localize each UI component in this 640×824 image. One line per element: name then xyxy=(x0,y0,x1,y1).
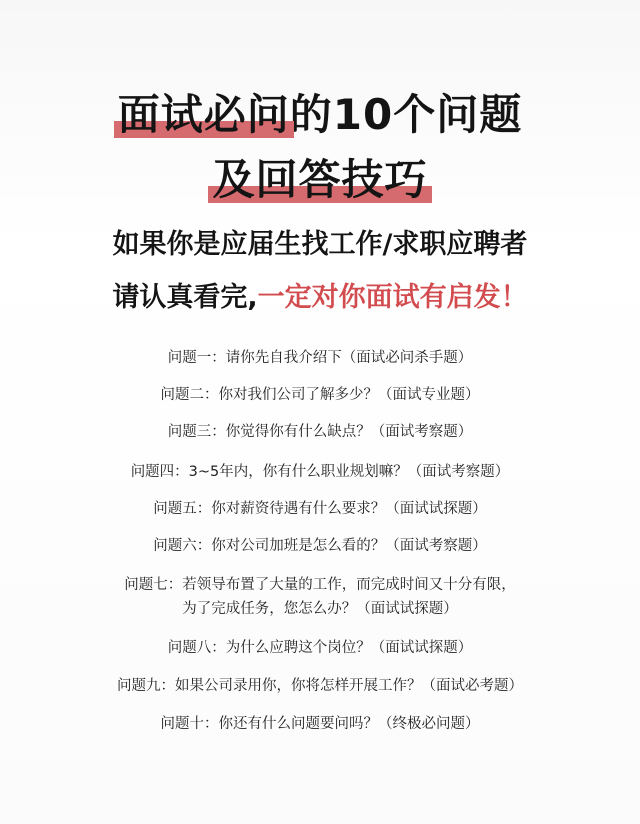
question-6: 问题六：你对公司加班是怎么看的？（面试考察题） xyxy=(153,538,487,554)
question-10: 问题十：你还有什么问题要问吗？（终极必问题） xyxy=(160,716,480,732)
subtitle-line-1: 如果你是应届生找工作/求职应聘者 xyxy=(112,229,528,260)
question-list xyxy=(0,348,640,735)
main-title-line-2 xyxy=(0,155,640,205)
question-3: 问题三：你觉得你有什么缺点？（面试考察题） xyxy=(167,424,473,440)
subtitle-line-2 xyxy=(0,280,640,316)
main-title-line-1 xyxy=(0,90,640,140)
question-8: 问题八：为什么应聘这个岗位？（面试试探题） xyxy=(167,640,473,656)
title-highlight-1: 面试必问 xyxy=(117,90,290,139)
question-4: 问题四：3~5年内，你有什么职业规划嘛？（面试考察题） xyxy=(130,464,510,480)
question-9: 问题九：如果公司录用你，你将怎样开展工作？（面试必考题） xyxy=(117,678,523,694)
question-7-continued: 为了完成任务，您怎么办？（面试试探题） xyxy=(182,601,458,617)
title-rest-1: 的10个问题 xyxy=(289,90,523,139)
title-highlight-2: 及回答技巧 xyxy=(212,155,428,204)
subtitle-plain: 请认真看完, xyxy=(112,282,258,313)
question-2: 问题二：你对我们公司了解多少？（面试专业题） xyxy=(160,387,480,403)
question-5: 问题五：你对薪资待遇有什么要求？（面试试探题） xyxy=(153,501,487,517)
question-1: 问题一：请你先自我介绍下（面试必问杀手题） xyxy=(167,350,473,366)
question-7: 问题七：若领导布置了大量的工作，而完成时间又十分有限， xyxy=(124,577,516,593)
subtitle-accent: 一定对你面试有启发！ xyxy=(257,282,528,313)
